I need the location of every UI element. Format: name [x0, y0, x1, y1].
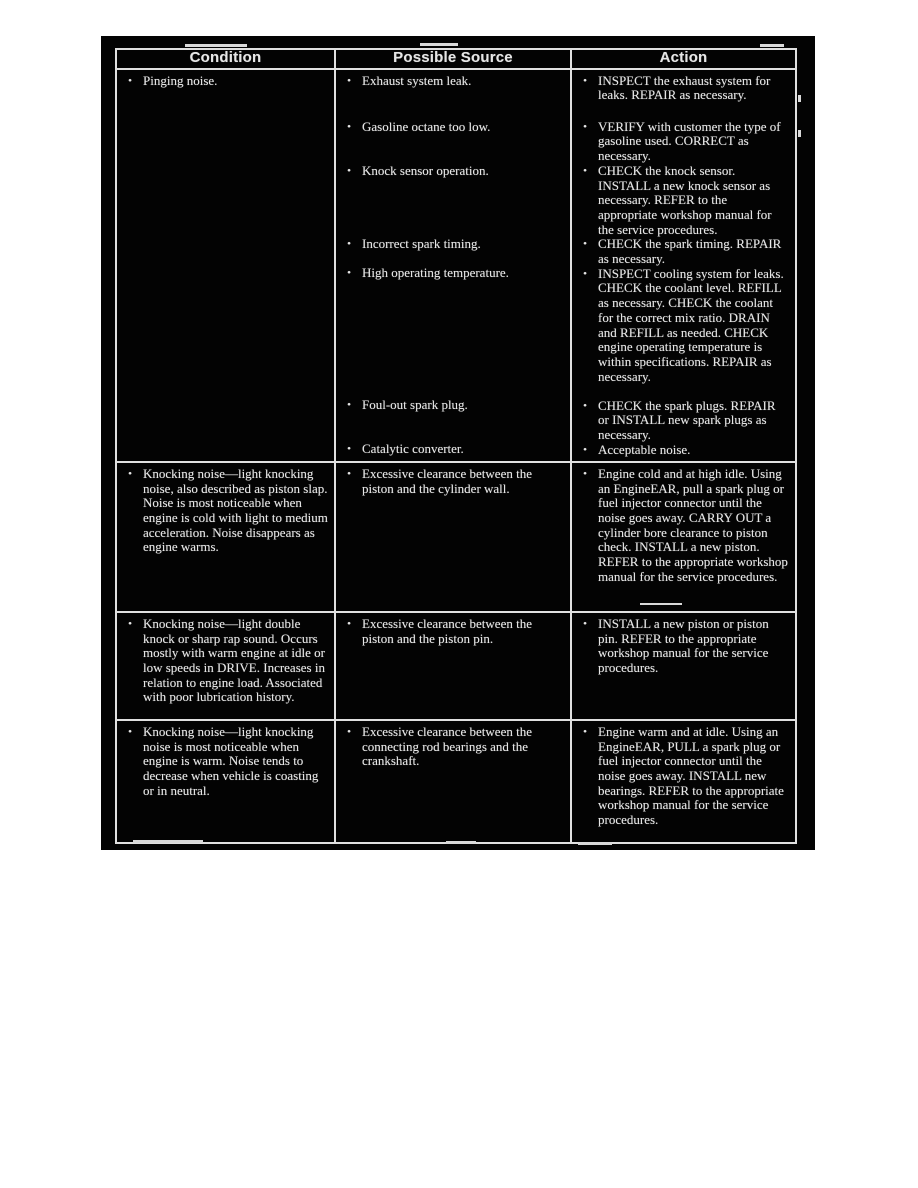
source-text: Excessive clearance between the connecting rod bearings and the crankshaft. — [362, 723, 532, 769]
condition-text: Knocking noise—light knocking noise, also described as piston slap. Noise is most noticeable when engine is cold with light to medium acceleration. Noise disappears as engine warms. — [143, 465, 328, 555]
source-text: Incorrect spark timing. — [362, 235, 481, 251]
source-text: Gasoline octane too low. — [362, 118, 491, 134]
action-cell — [572, 721, 795, 842]
table-header-row — [117, 50, 795, 70]
source-text: Catalytic converter. — [362, 440, 464, 456]
condition-text: Knocking noise—light double knock or sharp rap sound. Occurs mostly with warm engine at idle or low speeds in DRIVE. Increases in relation to engine load. Associated with poor lubrication history. — [143, 615, 325, 705]
action-cell — [572, 613, 795, 719]
bullet-icon: • — [347, 266, 351, 279]
bullet-icon: • — [347, 237, 351, 250]
condition-cell — [117, 463, 336, 611]
diagnostic-table — [115, 48, 797, 844]
bullet-icon: • — [347, 74, 351, 87]
header-cell-condition: Condition — [117, 50, 336, 68]
scan-artifact — [420, 43, 458, 46]
scan-artifact — [446, 841, 476, 844]
bullet-icon: • — [128, 74, 132, 87]
table-row — [117, 721, 795, 842]
bullet-icon: • — [347, 164, 351, 177]
header-cell-action: Action — [659, 49, 708, 66]
scan-artifact — [640, 603, 682, 605]
bullet-icon: • — [583, 164, 587, 177]
bullet-icon: • — [583, 399, 587, 412]
scan-artifact — [798, 130, 801, 137]
table-row — [117, 613, 795, 721]
source-cell — [336, 721, 572, 842]
source-text: Knock sensor operation. — [362, 162, 489, 178]
condition-cell — [117, 613, 336, 719]
bullet-icon: • — [128, 725, 132, 738]
bullet-icon: • — [347, 467, 351, 480]
source-cell — [336, 70, 572, 461]
scan-artifact — [133, 840, 203, 843]
action-text: CHECK the spark timing. REPAIR as necessary. — [598, 236, 782, 267]
bullet-icon: • — [347, 120, 351, 133]
action-text: Engine cold and at high idle. Using an EngineEAR, pull a spark plug or fuel injector connector until the noise goes away. CARRY OUT a cylinder bore clearance to piston check. INSTALL a new piston. REFER to the appropriate workshop manual for the service procedures. — [598, 465, 788, 584]
action-text: INSTALL a new piston or piston pin. REFER to the appropriate workshop manual for the service procedures. — [598, 615, 769, 675]
source-text: High operating temperature. — [362, 264, 509, 280]
bullet-icon: • — [347, 442, 351, 455]
bullet-icon: • — [583, 74, 587, 87]
bullet-icon: • — [583, 120, 587, 133]
bullet-icon: • — [347, 725, 351, 738]
bullet-icon: • — [583, 617, 587, 630]
action-text: CHECK the knock sensor. INSTALL a new knock sensor as necessary. REFER to the appropriate workshop manual for the service procedures. — [598, 162, 772, 237]
scanned-page-region — [101, 36, 815, 850]
condition-cell — [117, 70, 336, 461]
source-cell — [336, 613, 572, 719]
bullet-icon: • — [583, 467, 587, 480]
action-text: INSPECT cooling system for leaks. CHECK the coolant level. REFILL as necessary. CHECK the coolant for the correct mix ratio. DRAIN and REFILL as needed. CHECK engine operating temperature is within specifications. REPAIR as necessary. — [598, 265, 784, 384]
bullet-icon: • — [583, 267, 587, 280]
scan-artifact — [578, 842, 612, 845]
source-text: Excessive clearance between the piston and the piston pin. — [362, 615, 532, 646]
source-text: Exhaust system leak. — [362, 72, 472, 88]
action-text: Engine warm and at idle. Using an EngineEAR, PULL a spark plug or fuel injector connector until the noise goes away. INSTALL new bearings. REFER to the appropriate workshop manual for the service procedures. — [598, 723, 784, 828]
condition-cell — [117, 721, 336, 842]
bullet-icon: • — [583, 725, 587, 738]
scan-artifact — [798, 95, 801, 102]
source-cell — [336, 463, 572, 611]
bullet-icon: • — [347, 398, 351, 411]
action-text: Acceptable noise. — [598, 441, 691, 457]
header-cell-possible-source: Possible Source — [336, 50, 572, 68]
action-cell — [572, 463, 795, 611]
scan-artifact — [185, 44, 247, 47]
table-row — [117, 463, 795, 613]
bullet-icon: • — [347, 617, 351, 630]
source-text: Foul-out spark plug. — [362, 396, 468, 412]
bullet-icon: • — [583, 238, 587, 251]
table-row — [117, 70, 795, 463]
bullet-icon: • — [583, 443, 587, 456]
bullet-icon: • — [128, 467, 132, 480]
action-text: VERIFY with customer the type of gasoline used. CORRECT as necessary. — [598, 118, 781, 164]
condition-text: Knocking noise—light knocking noise is most noticeable when engine is warm. Noise tends to decrease when vehicle is coasting or in neutral. — [143, 723, 319, 798]
bullet-icon: • — [128, 617, 132, 630]
scan-artifact — [760, 44, 784, 47]
action-cell — [572, 70, 795, 461]
action-text: CHECK the spark plugs. REPAIR or INSTALL new spark plugs as necessary. — [598, 397, 776, 443]
condition-text: Pinging noise. — [143, 72, 218, 88]
action-text: INSPECT the exhaust system for leaks. REPAIR as necessary. — [598, 72, 771, 103]
source-text: Excessive clearance between the piston and the cylinder wall. — [362, 465, 532, 496]
